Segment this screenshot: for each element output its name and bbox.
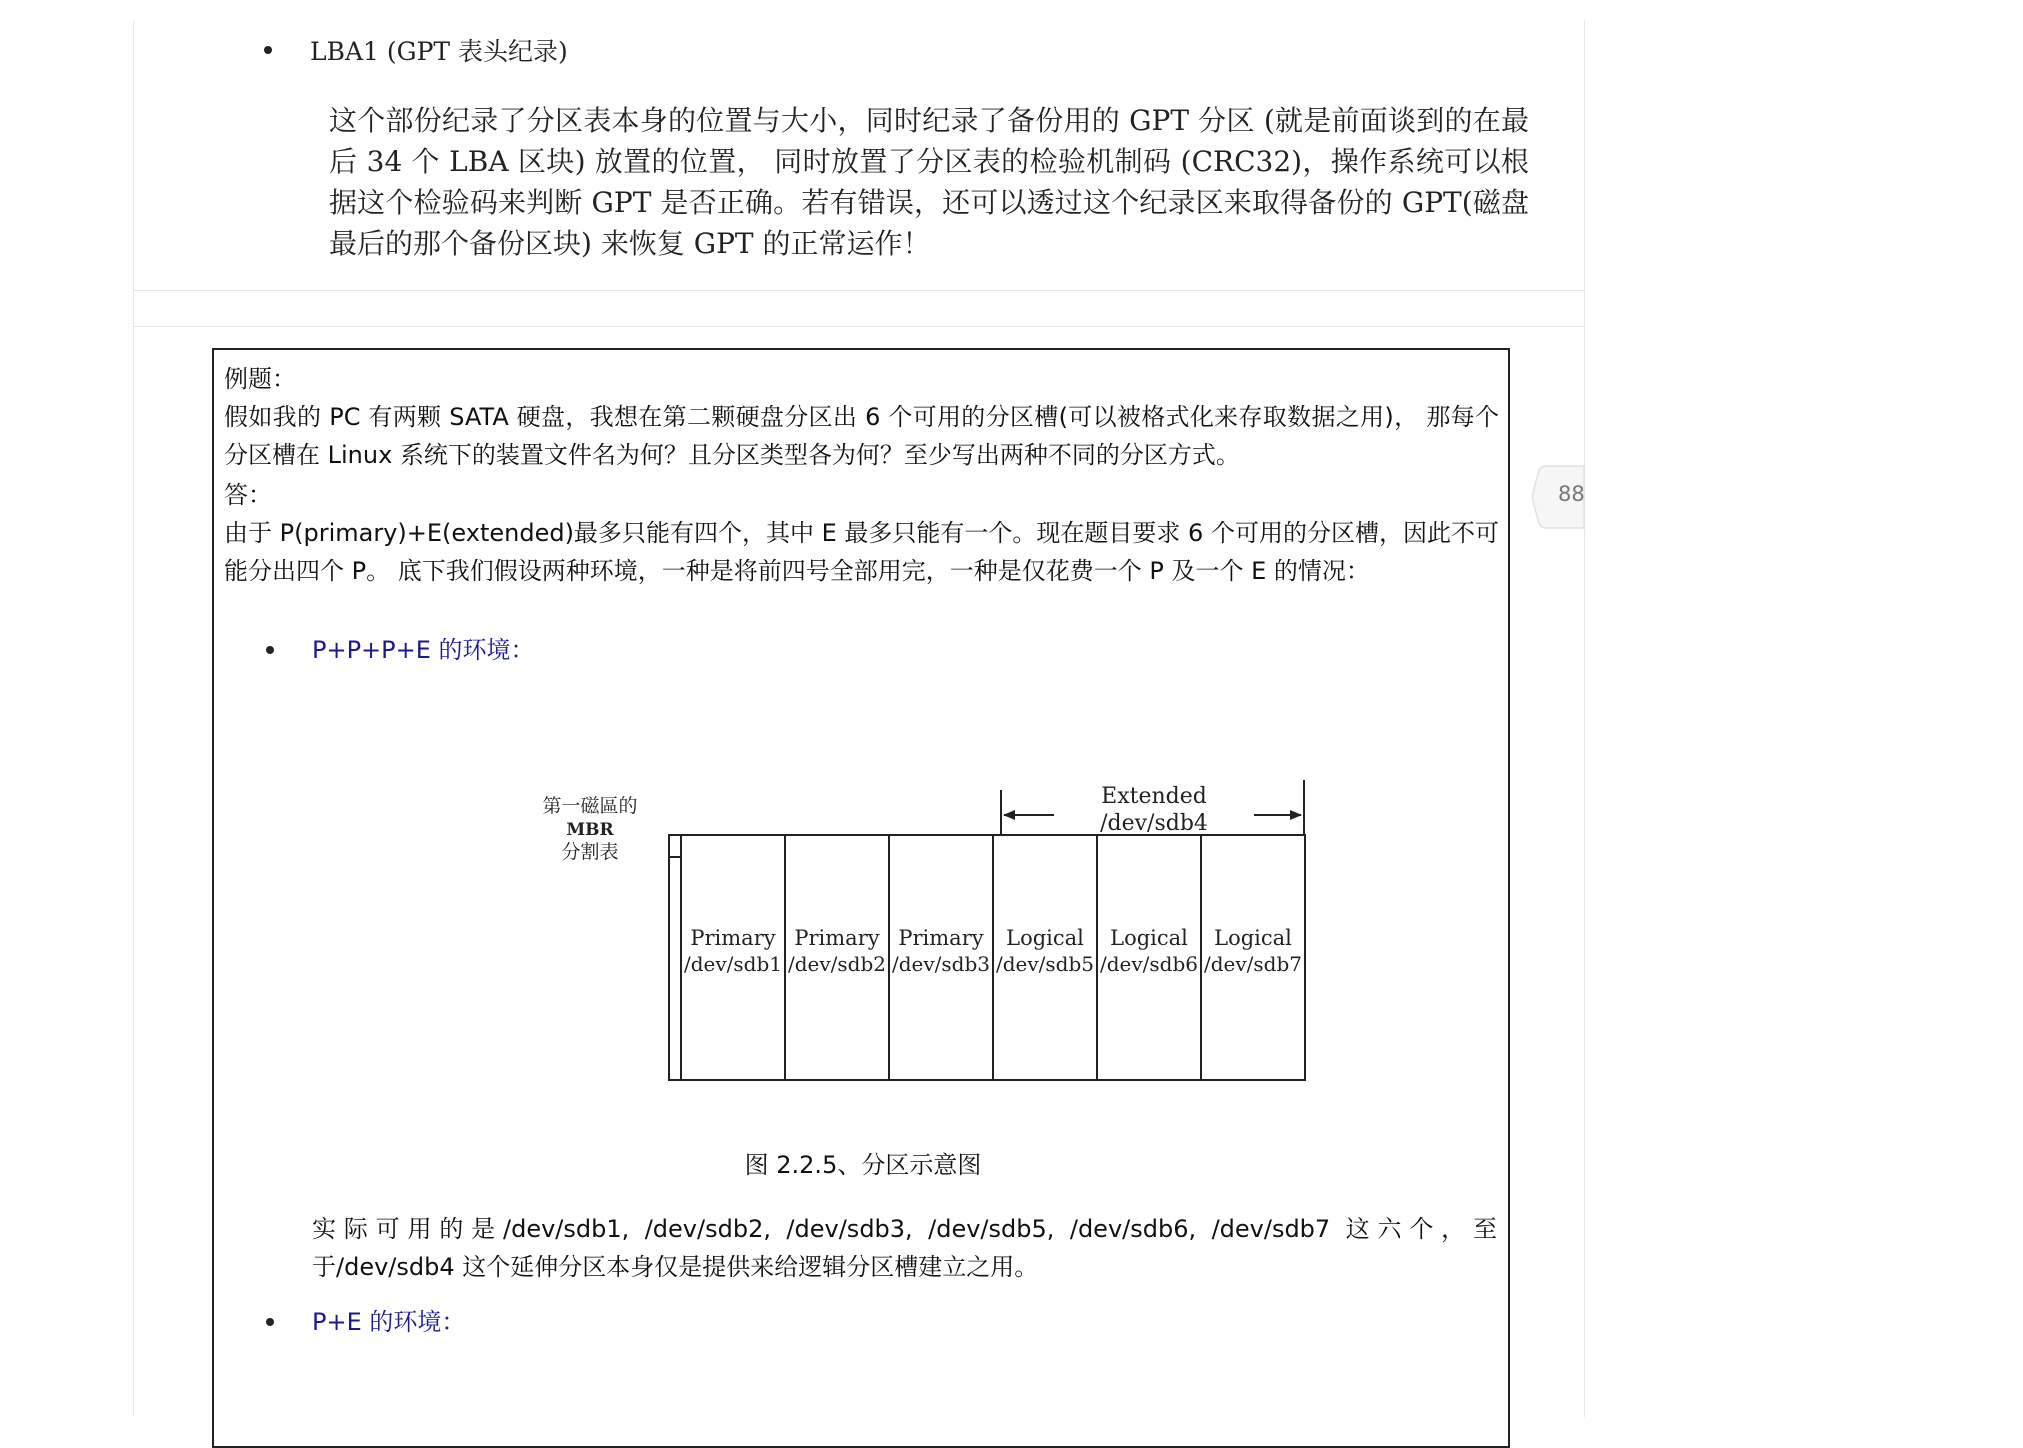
lba1-paragraph: 这个部份纪录了分区表本身的位置与大小，同时纪录了备份用的 GPT 分区 (就是前面谈到的在最后 34 个 LBA 区块) 放置的位置， 同时放置了分区表的检验机制码 (CRC32)，操作系统可以根据这个检验码来判断 GPT 是否正确。若有错误，还可以透过这个纪录区来取得备份的 GPT(磁盘最后的那个备份区块) 来恢复 GPT 的正常运作！ bbox=[329, 104, 1529, 260]
page-indicator-number: 88 bbox=[1558, 482, 1585, 506]
bullet-dot bbox=[264, 46, 272, 54]
partition-type-label: Logical bbox=[1110, 926, 1188, 950]
partition-diagram bbox=[514, 760, 1303, 1080]
partition-device-label: /dev/sdb5 bbox=[995, 952, 1095, 976]
bullet-dot bbox=[266, 1318, 274, 1326]
partition-type-label: Primary bbox=[794, 926, 880, 950]
extended-device: /dev/sdb4 bbox=[1100, 811, 1208, 836]
extended-arrow-right bbox=[1290, 810, 1302, 820]
env2-title: P+E 的环境： bbox=[312, 1308, 466, 1336]
answer-label: 答： bbox=[224, 481, 272, 509]
document-page bbox=[133, 20, 1585, 1417]
extended-label: Extended bbox=[1101, 784, 1207, 809]
extended-arrow-left bbox=[1003, 810, 1015, 820]
env1-title: P+P+P+E 的环境： bbox=[312, 636, 535, 664]
partition-device-label: /dev/sdb2 bbox=[787, 952, 887, 976]
example-box bbox=[212, 348, 1510, 1448]
example-question: 假如我的 PC 有两颗 SATA 硬盘，我想在第二颗硬盘分区出 6 个可用的分区槽(可以被格式化来存取数据之用)， 那每个分区槽在 Linux 系统下的装置文件名为何？且分区类型各为何？至少写出两种不同的分区方式。 bbox=[224, 403, 1499, 469]
mbr-label-line3: 分割表 bbox=[561, 841, 619, 863]
partition-device-label: /dev/sdb7 bbox=[1203, 952, 1303, 976]
partition-type-label: Primary bbox=[690, 926, 776, 950]
mbr-label-line2: MBR bbox=[566, 820, 614, 840]
lba1-bullet-title: LBA1 (GPT 表头纪录) bbox=[310, 37, 568, 66]
divider bbox=[134, 326, 1584, 327]
partition-device-label: /dev/sdb1 bbox=[683, 952, 783, 976]
example-label: 例题： bbox=[224, 365, 296, 393]
bullet-dot bbox=[266, 646, 274, 654]
partition-type-label: Logical bbox=[1214, 926, 1292, 950]
partition-blocks bbox=[681, 835, 1305, 1080]
partition-device-label: /dev/sdb6 bbox=[1099, 952, 1199, 976]
env1-explanation: 实际可用的是/dev/sdb1, /dev/sdb2, /dev/sdb3, /dev/sdb5, /dev/sdb6, /dev/sdb7 这六个，至于/dev/sdb4 这个延伸分区本身仅是提供来给逻辑分区槽建立之用。 bbox=[312, 1215, 1497, 1281]
answer-text: 由于 P(primary)+E(extended)最多只能有四个，其中 E 最多只能有一个。现在题目要求 6 个可用的分区槽，因此不可能分出四个 P。 底下我们假设两种环境，一种是将前四号全部用完，一种是仅花费一个 P 及一个 E 的情况： bbox=[224, 519, 1499, 585]
figure-caption: 图 2.2.5、分区示意图 bbox=[744, 1151, 982, 1179]
partition-type-label: Logical bbox=[1006, 926, 1084, 950]
divider bbox=[134, 290, 1584, 291]
mbr-label-line1: 第一磁區的 bbox=[542, 795, 638, 817]
partition-type-label: Primary bbox=[898, 926, 984, 950]
partition-device-label: /dev/sdb3 bbox=[891, 952, 991, 976]
mbr-strip bbox=[669, 835, 681, 1080]
